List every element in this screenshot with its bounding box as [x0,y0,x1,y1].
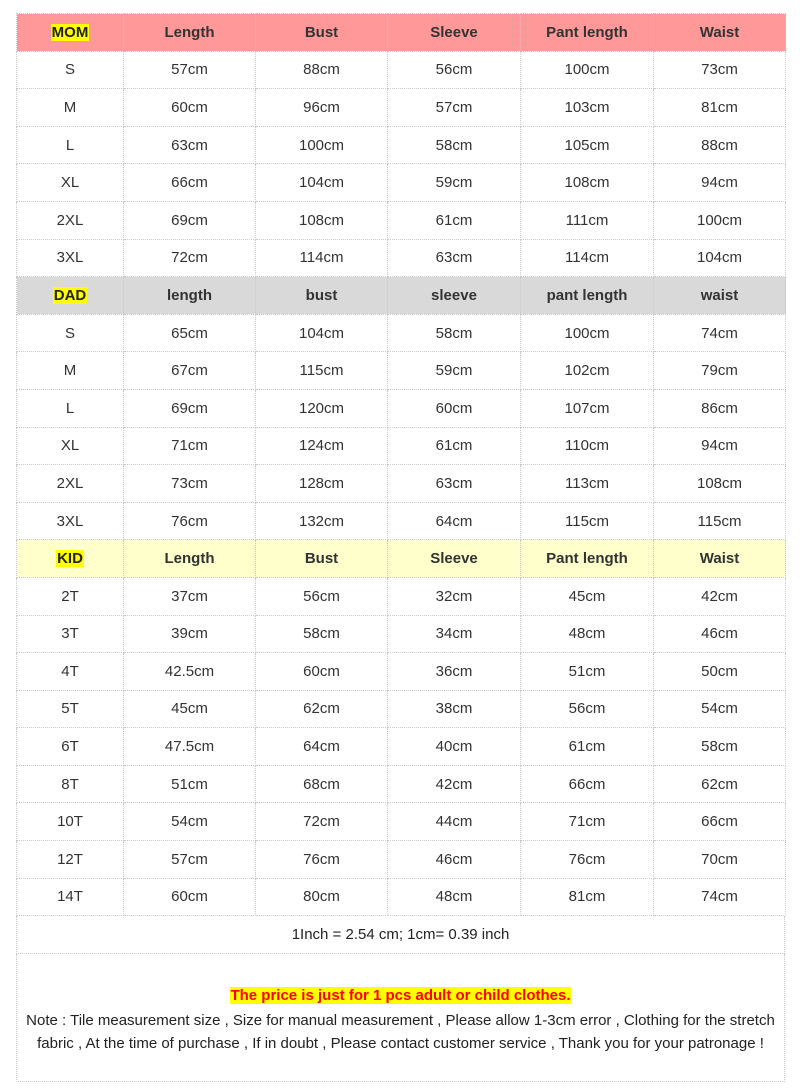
kid-size-row [17,690,786,728]
measurement-cell: 104cm [256,314,388,352]
size-label-cell: 4T [17,653,124,691]
measurement-cell: 56cm [256,577,388,615]
mom-label-cell [17,14,124,52]
measurement-cell: 60cm [124,89,256,127]
measurement-cell: 51cm [521,653,654,691]
dad-column-header: pant length [521,277,654,315]
measurement-cell: 76cm [124,502,256,540]
measurement-cell: 79cm [654,352,786,390]
measurement-cell: 38cm [388,690,521,728]
mom-column-header: Waist [654,14,786,52]
size-label-cell: 6T [17,728,124,766]
mom-header-row [17,14,786,52]
measurement-cell: 81cm [654,89,786,127]
kid-column-header: Length [124,540,256,578]
measurement-cell: 110cm [521,427,654,465]
measurement-cell: 115cm [654,502,786,540]
measurement-cell: 62cm [256,690,388,728]
size-label-cell: 3T [17,615,124,653]
measurement-cell: 61cm [521,728,654,766]
measurement-cell: 72cm [124,239,256,277]
measurement-cell: 57cm [124,841,256,879]
size-label-cell: 2T [17,577,124,615]
measurement-cell: 58cm [388,314,521,352]
size-label-cell: 5T [17,690,124,728]
measurement-cell: 42cm [654,577,786,615]
measurement-cell: 76cm [256,841,388,879]
measurement-cell: 61cm [388,201,521,239]
measurement-cell: 34cm [388,615,521,653]
kid-size-row [17,803,786,841]
measurement-cell: 54cm [654,690,786,728]
measurement-cell: 39cm [124,615,256,653]
measurement-cell: 40cm [388,728,521,766]
kid-column-header: Pant length [521,540,654,578]
measurement-cell: 57cm [124,51,256,89]
mom-column-header: Pant length [521,14,654,52]
measurement-cell: 94cm [654,427,786,465]
size-label-cell: 3XL [17,502,124,540]
measurement-cell: 37cm [124,577,256,615]
measurement-cell: 104cm [256,164,388,202]
size-label-cell: M [17,352,124,390]
kid-column-header: Waist [654,540,786,578]
size-label-cell: XL [17,427,124,465]
kid-size-row [17,765,786,803]
size-label-cell: L [17,126,124,164]
dad-label-cell [17,277,124,315]
measurement-cell: 100cm [521,51,654,89]
mom-column-header: Bust [256,14,388,52]
measurement-cell: 80cm [256,878,388,916]
measurement-cell: 102cm [521,352,654,390]
measurement-cell: 88cm [654,126,786,164]
size-label-cell: XL [17,164,124,202]
measurement-cell: 86cm [654,389,786,427]
kid-size-row [17,841,786,879]
kid-section-tag: KID [57,550,83,568]
measurement-cell: 61cm [388,427,521,465]
price-notice: The price is just for 1 pcs adult or child clothes. [230,987,571,1005]
measurement-cell: 132cm [256,502,388,540]
mom-size-row [17,239,786,277]
measurement-cell: 51cm [124,765,256,803]
measurement-cell: 67cm [124,352,256,390]
measurement-cell: 58cm [388,126,521,164]
measurement-cell: 100cm [521,314,654,352]
measurement-cell: 47.5cm [124,728,256,766]
measurement-cell: 72cm [256,803,388,841]
size-label-cell: S [17,51,124,89]
mom-column-header: Sleeve [388,14,521,52]
measurement-cell: 66cm [654,803,786,841]
measurement-cell: 69cm [124,389,256,427]
measurement-cell: 113cm [521,465,654,503]
measurement-cell: 124cm [256,427,388,465]
kid-label-cell [17,540,124,578]
kid-column-header: Bust [256,540,388,578]
measurement-cell: 62cm [654,765,786,803]
dad-column-header: length [124,277,256,315]
size-label-cell: S [17,314,124,352]
measurement-cell: 69cm [124,201,256,239]
measurement-cell: 114cm [521,239,654,277]
measurement-cell: 46cm [388,841,521,879]
measurement-cell: 114cm [256,239,388,277]
measurement-cell: 59cm [388,352,521,390]
measurement-cell: 36cm [388,653,521,691]
size-label-cell: 3XL [17,239,124,277]
measurement-cell: 42cm [388,765,521,803]
measurement-note: Note : Tile measurement size , Size for manual measurement , Please allow 1-3cm error , Clothing for the stretch fabric , At the time of purchase , If in doubt , Please contact customer service , Thank you for your patronage ! [26,1012,775,1053]
mom-section-tag: MOM [51,23,89,41]
dad-size-row [17,389,786,427]
measurement-cell: 48cm [388,878,521,916]
size-label-cell: 10T [17,803,124,841]
dad-size-row [17,427,786,465]
measurement-cell: 128cm [256,465,388,503]
measurement-cell: 105cm [521,126,654,164]
measurement-cell: 81cm [521,878,654,916]
size-table [16,13,786,916]
measurement-cell: 58cm [256,615,388,653]
measurement-cell: 115cm [521,502,654,540]
mom-size-row [17,51,786,89]
mom-size-row [17,89,786,127]
dad-column-header: sleeve [388,277,521,315]
measurement-cell: 94cm [654,164,786,202]
size-chart [16,13,785,1082]
unit-conversion: 1Inch = 2.54 cm; 1cm= 0.39 inch [16,916,785,954]
measurement-cell: 100cm [256,126,388,164]
measurement-cell: 42.5cm [124,653,256,691]
dad-size-row [17,502,786,540]
measurement-cell: 32cm [388,577,521,615]
measurement-cell: 44cm [388,803,521,841]
dad-size-row [17,314,786,352]
measurement-cell: 73cm [654,51,786,89]
measurement-cell: 96cm [256,89,388,127]
mom-size-row [17,126,786,164]
notice-box [16,954,785,1082]
measurement-cell: 71cm [124,427,256,465]
measurement-cell: 107cm [521,389,654,427]
kid-size-row [17,878,786,916]
kid-size-row [17,653,786,691]
size-label-cell: M [17,89,124,127]
measurement-cell: 68cm [256,765,388,803]
measurement-cell: 59cm [388,164,521,202]
measurement-cell: 115cm [256,352,388,390]
dad-header-row [17,277,786,315]
measurement-cell: 71cm [521,803,654,841]
kid-header-row [17,540,786,578]
measurement-cell: 108cm [256,201,388,239]
measurement-cell: 46cm [654,615,786,653]
dad-size-row [17,352,786,390]
measurement-cell: 65cm [124,314,256,352]
dad-size-row [17,465,786,503]
measurement-cell: 60cm [256,653,388,691]
measurement-cell: 100cm [654,201,786,239]
size-label-cell: 2XL [17,465,124,503]
measurement-cell: 45cm [521,577,654,615]
mom-column-header: Length [124,14,256,52]
measurement-cell: 76cm [521,841,654,879]
size-label-cell: 12T [17,841,124,879]
measurement-cell: 74cm [654,314,786,352]
size-label-cell: 8T [17,765,124,803]
measurement-cell: 64cm [256,728,388,766]
measurement-cell: 56cm [388,51,521,89]
measurement-cell: 66cm [521,765,654,803]
mom-size-row [17,164,786,202]
measurement-cell: 111cm [521,201,654,239]
dad-column-header: waist [654,277,786,315]
measurement-cell: 54cm [124,803,256,841]
measurement-cell: 63cm [388,465,521,503]
measurement-cell: 88cm [256,51,388,89]
measurement-cell: 60cm [388,389,521,427]
measurement-cell: 60cm [124,878,256,916]
measurement-cell: 108cm [521,164,654,202]
measurement-cell: 73cm [124,465,256,503]
size-label-cell: 14T [17,878,124,916]
measurement-cell: 70cm [654,841,786,879]
kid-size-row [17,577,786,615]
kid-size-row [17,728,786,766]
kid-size-row [17,615,786,653]
dad-column-header: bust [256,277,388,315]
measurement-cell: 108cm [654,465,786,503]
measurement-cell: 74cm [654,878,786,916]
measurement-cell: 56cm [521,690,654,728]
measurement-cell: 64cm [388,502,521,540]
measurement-cell: 63cm [124,126,256,164]
mom-size-row [17,201,786,239]
dad-section-tag: DAD [53,286,87,304]
measurement-cell: 57cm [388,89,521,127]
measurement-cell: 58cm [654,728,786,766]
size-label-cell: L [17,389,124,427]
size-label-cell: 2XL [17,201,124,239]
measurement-cell: 66cm [124,164,256,202]
measurement-cell: 45cm [124,690,256,728]
measurement-cell: 103cm [521,89,654,127]
measurement-cell: 63cm [388,239,521,277]
measurement-cell: 120cm [256,389,388,427]
measurement-cell: 48cm [521,615,654,653]
measurement-cell: 104cm [654,239,786,277]
measurement-cell: 50cm [654,653,786,691]
kid-column-header: Sleeve [388,540,521,578]
